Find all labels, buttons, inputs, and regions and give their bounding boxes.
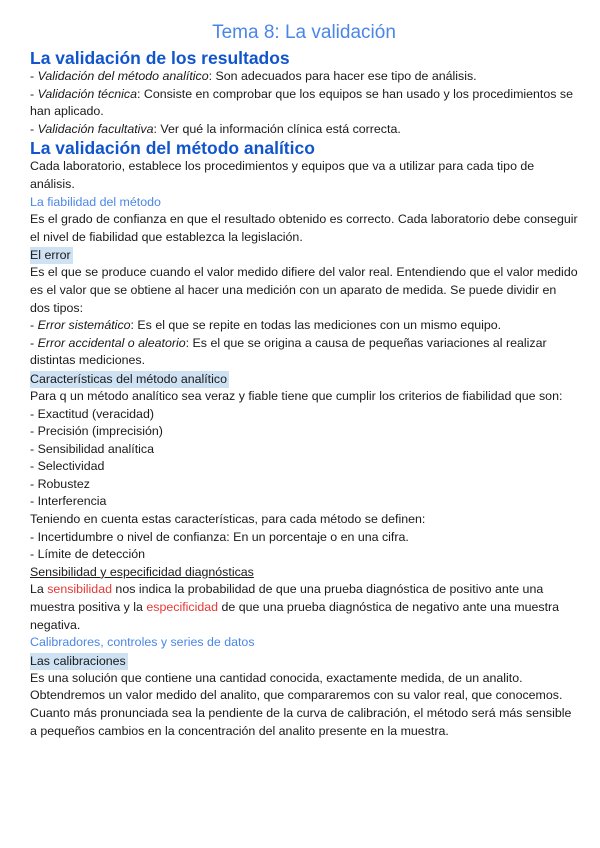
subheading-calibradores: Calibradores, controles y series de datos — [30, 635, 255, 650]
section-heading-validacion-metodo: La validación del método analítico — [30, 138, 315, 159]
sensibilidad-paragraph: La sensibilidad nos indica la probabilidad de que una prueba diagnóstica de positivo ante una muestra positiva y la especificidad de que una prueba diagnóstica de negativo ante una muestra negativa. — [30, 582, 560, 632]
list-item: - Incertidumbre o nivel de confianza: En un porcentaje o en una cifra. — [30, 529, 409, 544]
list-item: - Sensibilidad analítica — [30, 441, 154, 456]
subheading-caracteristicas: Características del método analítico — [30, 371, 227, 386]
list-item: - Selectividad — [30, 459, 105, 474]
list-item: - Validación del método analítico: Son adecuados para hacer ese tipo de análisis. — [30, 69, 477, 83]
list-item: - Exactitud (veracidad) — [30, 406, 154, 421]
caracteristicas-paragraph: Para q un método analítico sea veraz y fiable tiene que cumplir los criterios de fiabilidad que son: — [30, 388, 563, 403]
intro-paragraph: Cada laboratorio, establece los procedimientos y equipos que va a utilizar para cada tipo de análisis. — [30, 159, 535, 191]
list-item: - Interferencia — [30, 494, 107, 509]
section-heading-validacion-resultados: La validación de los resultados — [30, 48, 290, 68]
list-item: - Validación técnica: Consiste en comprobar que los equipos se han usado y los procedimientos se han aplicado. — [30, 86, 573, 119]
list-item: - Precisión (imprecisión) — [30, 424, 163, 439]
list-item: - Validación facultativa: Ver qué la información clínica está correcta. — [30, 121, 401, 136]
list-item: - Robustez — [30, 476, 90, 491]
subheading-fiabilidad: La fiabilidad del método — [30, 194, 161, 209]
subheading-error: El error — [30, 248, 71, 263]
calibraciones-paragraph: Es una solución que contiene una cantidad conocida, exactamente medida, de un analito. Obtendremos un valor medido del analito, que compararemos con su valor real, que conocemos. Cuanto más pronunciada sea la pendiente de la curva de calibración, el método será más sensible a pequeños cambios en la concentración del analito presente en la muestra. — [30, 670, 572, 738]
list-item: - Error accidental o aleatorio: Es el que se origina a causa de pequeñas variaciones al realizar distintas mediciones. — [30, 335, 547, 368]
list-item: - Error sistemático: Es el que se repite en todas las mediciones con un mismo equipo. — [30, 318, 502, 333]
subheading-sensibilidad: Sensibilidad y especificidad diagnósticas — [30, 564, 254, 579]
term-especificidad: especificidad — [146, 600, 219, 615]
subheading-calibraciones: Las calibraciones — [30, 653, 126, 668]
page-title: Tema 8: La validación — [212, 22, 396, 43]
error-paragraph: Es el que se produce cuando el valor medido difiere del valor real. Entendiendo que el valor medido es el valor que se obtiene al hacer una medición con un aparato de medida. Se puede dividir en dos tipos: — [30, 265, 578, 315]
definir-paragraph: Teniendo en cuenta estas características, para cada método se definen: — [30, 512, 426, 527]
term-sensibilidad: sensibilidad — [47, 582, 112, 597]
document-page — [30, 22, 578, 740]
fiabilidad-paragraph: Es el grado de confianza en que el resultado obtenido es correcto. Cada laboratorio debe conseguir el nivel de fiabilidad que establezca la legislación. — [30, 212, 578, 244]
list-item: - Límite de detección — [30, 547, 146, 562]
